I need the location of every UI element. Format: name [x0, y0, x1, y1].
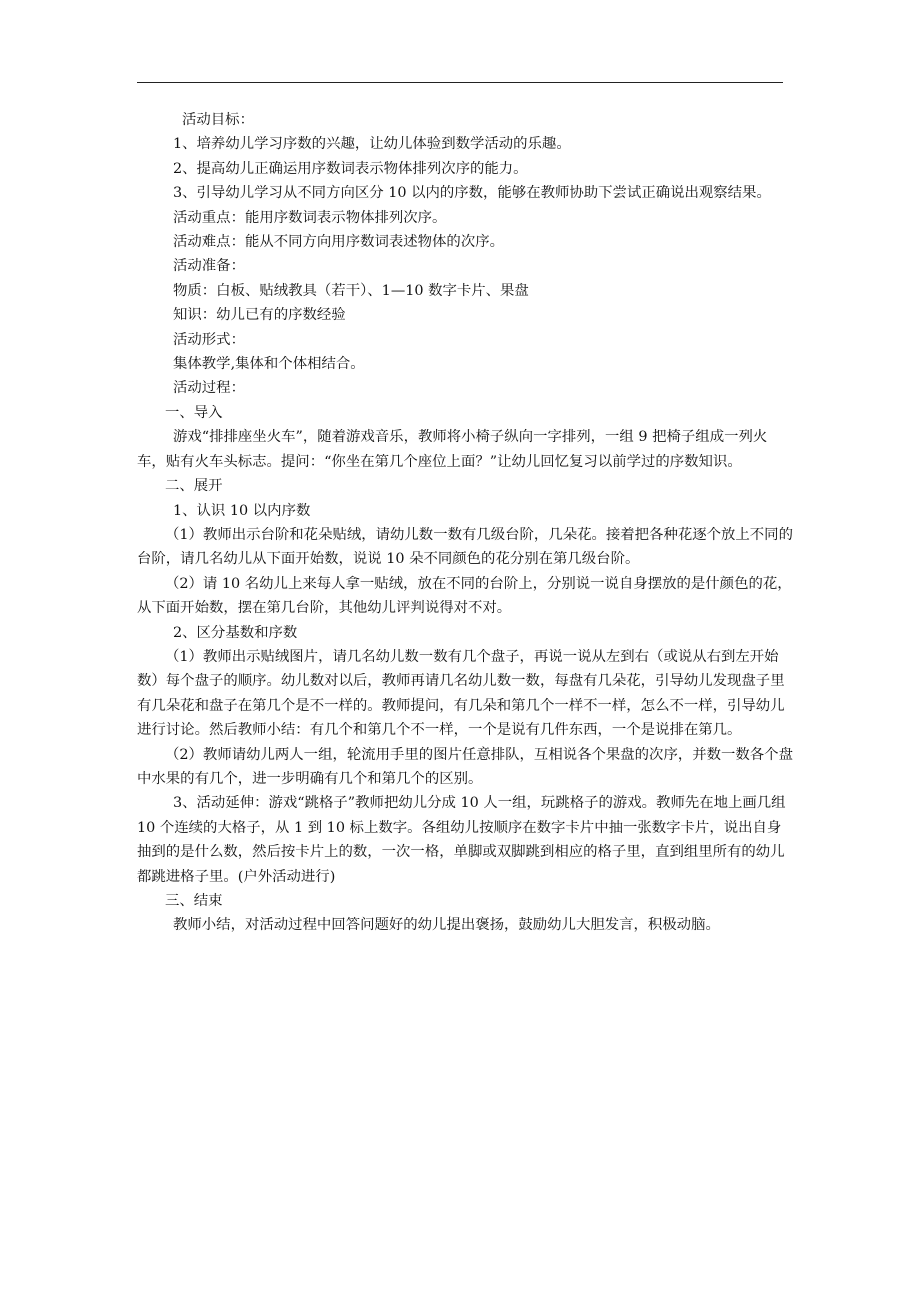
header-rule: [137, 82, 783, 83]
section-2-heading: 二、展开: [165, 478, 223, 495]
difficulty: 活动难点：能从不同方向用序数词表述物体的次序。: [173, 234, 504, 251]
process-heading: 活动过程：: [173, 380, 245, 397]
prep-knowledge: 知识：幼儿已有的序数经验: [173, 307, 346, 324]
sub-2-heading: 2、区分基数和序数: [173, 624, 298, 641]
sub-3-text: 3、活动延伸：游戏“跳格子”教师把幼儿分成 10 人一组，玩跳格子的游戏。教师先在地上画几组 10 个连续的大格子，从 1 到 10 标上数字。各组幼儿按顺序在数字卡片中抽一张数字卡片，说出自身抽到的是什么数，然后按卡片上的数，一次一格，单脚或双脚跳到相应的格子里，直到组里所有的幼儿都跳进格子里。(户外活动进行): [137, 795, 786, 885]
sub-1-heading: 1、认识 10 以内序数: [173, 502, 311, 519]
goal-1: 1、培养幼儿学习序数的兴趣，让幼儿体验到数学活动的乐趣。: [173, 136, 571, 153]
focus: 活动重点：能用序数词表示物体排列次序。: [173, 209, 447, 226]
section-1-heading: 一、导入: [165, 404, 223, 421]
goal-3: 3、引导幼儿学习从不同方向区分 10 以内的序数，能够在教师协助下尝试正确说出观察结果。: [173, 185, 771, 202]
goal-heading: 活动目标：: [182, 112, 254, 128]
prep-materials: 物质：白板、贴绒教具（若干）、1—10 数字卡片、果盘: [173, 282, 529, 299]
sub-2-item-1: （1）教师出示贴绒图片，请几名幼儿数一数有几个盘子，再说一说从左到右（或说从右到左开始数）每个盘子的顺序。幼儿数对以后，教师再请几名幼儿数一数，每盘有几朵花，引导幼儿发现盘子里有几朵花和盘子在第几个是不一样的。教师提问，有几朵和第几个一样不一样，怎么不一样，引导幼儿进行讨论。然后教师小结：有几个和第几个不一样，一个是说有几件东西，一个是说排在第几。: [137, 648, 785, 739]
form-text: 集体教学,集体和个体相结合。: [173, 356, 365, 373]
section-1-text: 游戏“排排座坐火车”，随着游戏音乐，教师将小椅子纵向一字排列，一组 9 把椅子组成一列火车，贴有火车头标志。提问：“你坐在第几个座位上面？”让幼儿回忆复习以前学过的序数知识。: [137, 429, 768, 470]
sub-1-item-2: （2）请 10 名幼儿上来每人拿一贴绒，放在不同的台阶上，分别说一说自身摆放的是什颜色的花，从下面开始数，摆在第几台阶，其他幼儿评判说得对不对。: [137, 575, 792, 617]
section-3-heading: 三、结束: [165, 893, 223, 909]
document-body: [137, 108, 795, 938]
goal-2: 2、提高幼儿正确运用序数词表示物体排列次序的能力。: [173, 160, 528, 177]
prep-heading: 活动准备：: [173, 258, 245, 275]
form-heading: 活动形式：: [173, 331, 245, 348]
sub-2-item-2: （2）教师请幼儿两人一组，轮流用手里的图片任意排队，互相说各个果盘的次序，并数一数各个盘中水果的有几个，进一步明确有几个和第几个的区别。: [137, 746, 793, 787]
sub-1-item-1: （1）教师出示台阶和花朵贴绒，请幼儿数一数有几级台阶，几朵花。接着把各种花逐个放上不同的台阶，请几名幼儿从下面开始数，说说 10 朵不同颜色的花分别在第几级台阶。: [137, 526, 793, 568]
section-3-text: 教师小结，对活动过程中回答问题好的幼儿提出褒扬，鼓励幼儿大胆发言，积极动脑。: [173, 917, 720, 934]
